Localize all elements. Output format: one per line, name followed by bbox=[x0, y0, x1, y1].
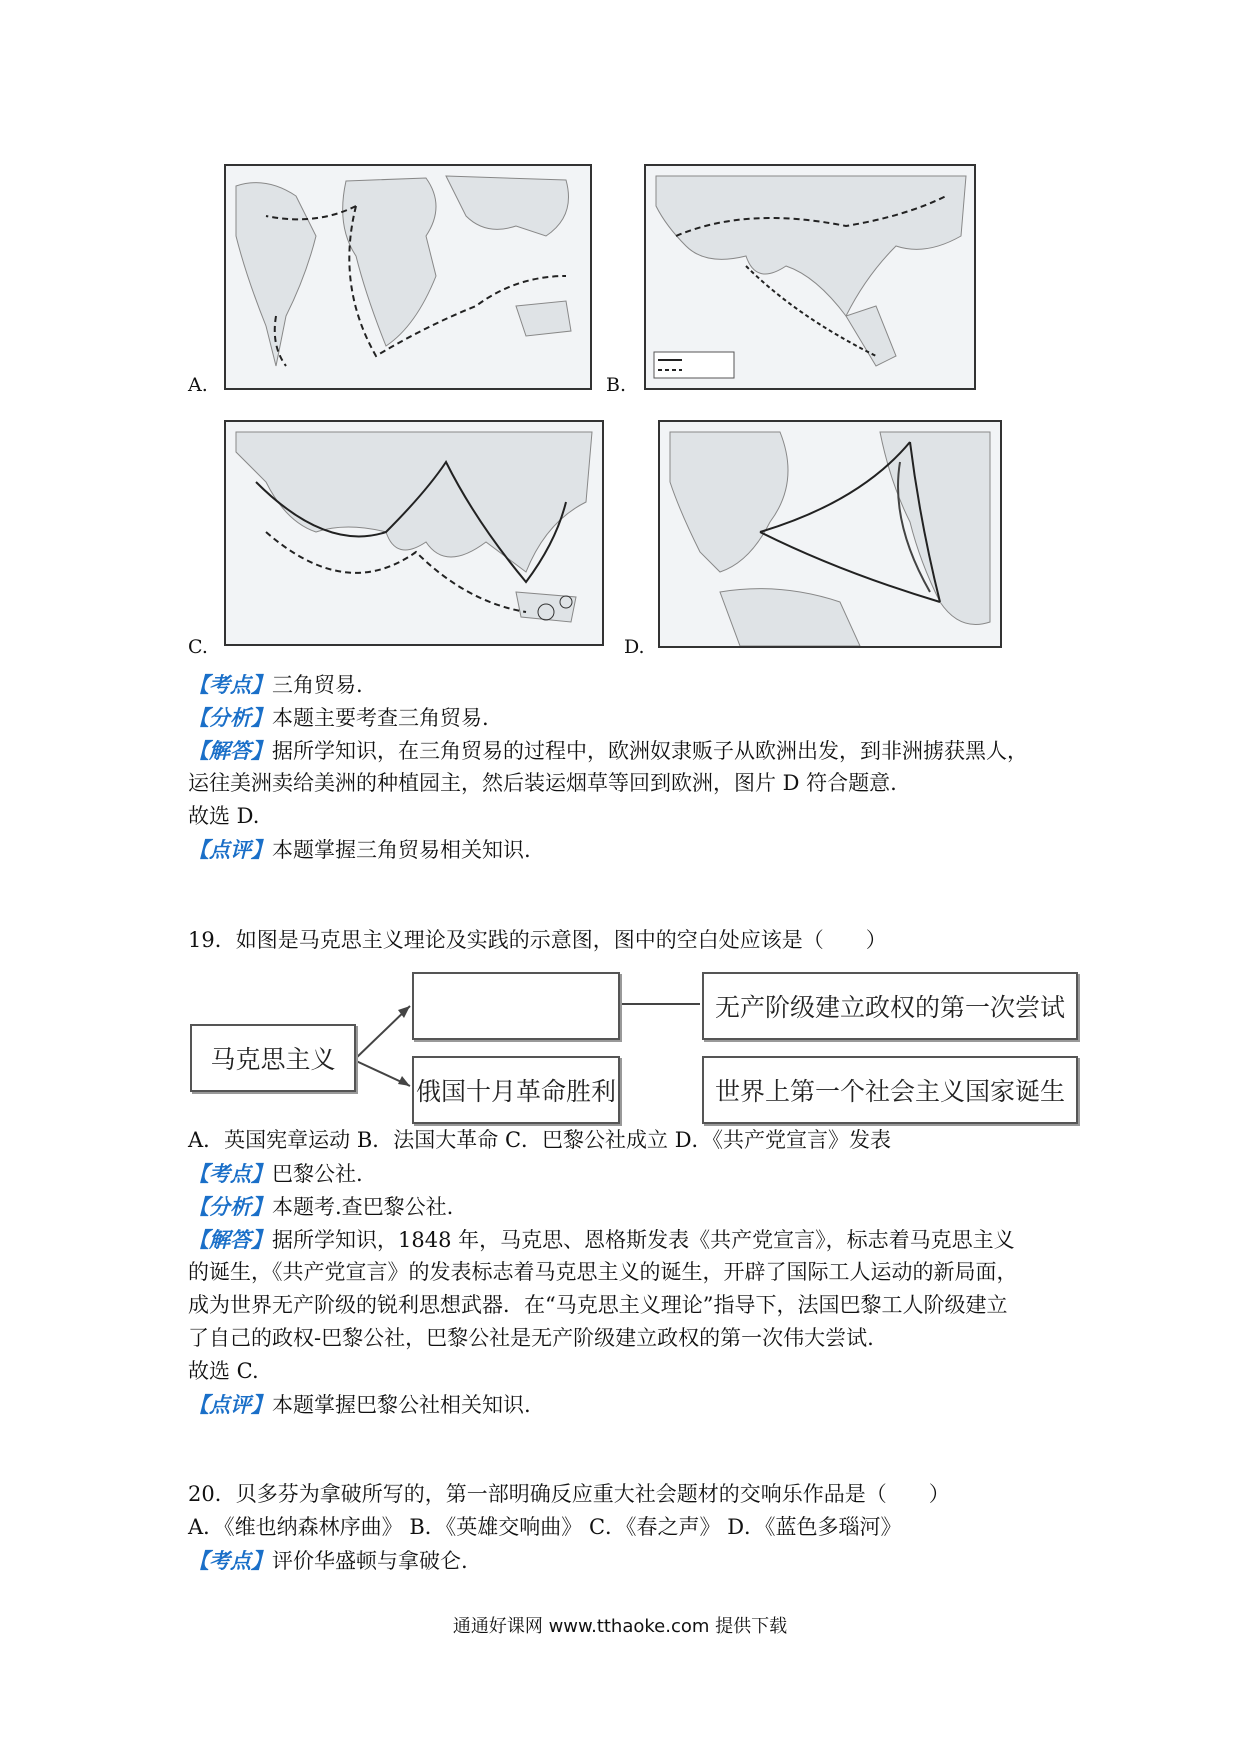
kaodian-tag: 【考点】 bbox=[188, 1548, 272, 1573]
q18-jieda-line-2: 运往美洲卖给美洲的种植园主，然后装运烟草等回到欧洲，图片 D 符合题意. bbox=[188, 771, 897, 795]
q19-fenxi bbox=[188, 1190, 453, 1224]
jieda-tag: 【解答】 bbox=[188, 738, 272, 763]
q19-dianping bbox=[188, 1388, 531, 1422]
dianping-text: 本题掌握三角贸易相关知识. bbox=[272, 838, 531, 862]
diagram-bottom-right-box: 世界上第一个社会主义国家诞生 bbox=[702, 1056, 1078, 1124]
q20-kaodian bbox=[188, 1544, 468, 1578]
option-d-label[interactable]: D. bbox=[624, 636, 645, 658]
q19-options: A．英国宪章运动 B．法国大革命 C．巴黎公社成立 D．《共产党宣言》发表 bbox=[188, 1128, 892, 1152]
q19-answer: 故选 C. bbox=[188, 1359, 259, 1383]
fenxi-text: 本题考.查巴黎公社. bbox=[272, 1195, 454, 1219]
kaodian-tag: 【考点】 bbox=[188, 672, 272, 697]
dianping-tag: 【点评】 bbox=[188, 1392, 272, 1417]
jieda-text-1: 据所学知识，1848 年，马克思、恩格斯发表《共产党宣言》，标志着马克思主义 bbox=[272, 1228, 1015, 1252]
kaodian-text: 三角贸易. bbox=[272, 673, 363, 697]
diagram-bottom-mid-box: 俄国十月革命胜利 bbox=[412, 1056, 620, 1124]
page-footer: 通通好课网 www.tthaoke.com 提供下载 bbox=[452, 1616, 788, 1637]
option-b-label[interactable]: B. bbox=[606, 374, 627, 396]
dianping-tag: 【点评】 bbox=[188, 837, 272, 862]
q19-kaodian bbox=[188, 1157, 363, 1191]
kaodian-tag: 【考点】 bbox=[188, 1161, 272, 1186]
fenxi-tag: 【分析】 bbox=[188, 1194, 272, 1219]
q20-options: A．《维也纳森林序曲》 B．《英雄交响曲》 C．《春之声》 D．《蓝色多瑙河》 bbox=[188, 1515, 902, 1539]
q19-stem: 19．如图是马克思主义理论及实践的示意图，图中的空白处应该是（ ） bbox=[188, 928, 887, 952]
fenxi-tag: 【分析】 bbox=[188, 705, 272, 730]
diagram-blank-box[interactable] bbox=[412, 972, 620, 1040]
q19-jieda-line-2: 的诞生，《共产党宣言》的发表标志着马克思主义的诞生，开辟了国际工人运动的新局面， bbox=[188, 1260, 1018, 1284]
q20-stem: 20．贝多芬为拿破所写的，第一部明确反应重大社会题材的交响乐作品是（ ） bbox=[188, 1482, 950, 1506]
kaodian-text: 巴黎公社. bbox=[272, 1162, 363, 1186]
jieda-text-1: 据所学知识，在三角贸易的过程中，欧洲奴隶贩子从欧洲出发，到非洲掳获黑人， bbox=[272, 739, 1028, 763]
option-a-label[interactable]: A. bbox=[188, 374, 208, 396]
q19-jieda-line-3: 成为世界无产阶级的锐利思想武器．在“马克思主义理论”指导下，法国巴黎工人阶级建立 bbox=[188, 1293, 1008, 1317]
diagram-root-box: 马克思主义 bbox=[190, 1024, 356, 1092]
diagram-top-right-box: 无产阶级建立政权的第一次尝试 bbox=[702, 972, 1078, 1040]
option-c-label[interactable]: C. bbox=[188, 636, 208, 658]
fenxi-text: 本题主要考查三角贸易. bbox=[272, 706, 489, 730]
q19-jieda bbox=[188, 1223, 1015, 1257]
q18-answer: 故选 D. bbox=[188, 804, 260, 828]
jieda-tag: 【解答】 bbox=[188, 1227, 272, 1252]
q19-jieda-line-4: 了自己的政权-巴黎公社，巴黎公社是无产阶级建立政权的第一次伟大尝试. bbox=[188, 1326, 874, 1350]
kaodian-text: 评价华盛顿与拿破仑. bbox=[272, 1549, 468, 1573]
dianping-text: 本题掌握巴黎公社相关知识. bbox=[272, 1393, 531, 1417]
